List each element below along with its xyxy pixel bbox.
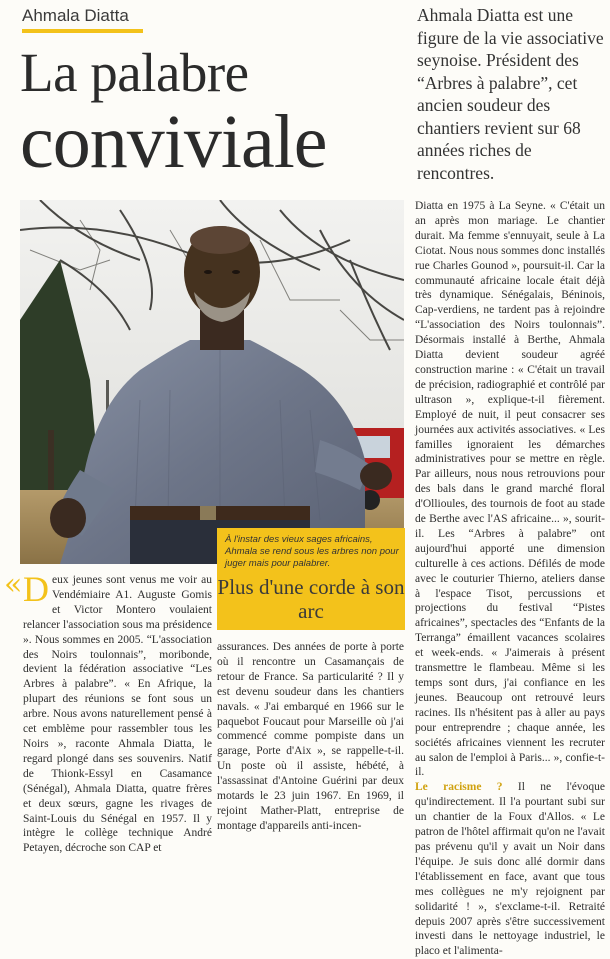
article-kicker: Ahmala Diatta <box>22 6 129 25</box>
drop-cap: D <box>23 569 49 609</box>
racisme-lead-in: Le racisme ? <box>415 781 503 794</box>
column-3-paragraph-2-text: Il ne l'évoque qu'indirectement. Il l'a pourtant subi sur un chantier de la Foux d'Allos. « Le patron de l'hôtel affirmait qu'on ne l'avait pas prévenu qu'il y avait un Noir dans l'équipe. Je suis donc allé dormir dans l'établissement en face, avant que tous mes collègues ne m'y rejoignent par solidarité ! », s'exclame-t-il. Retraité depuis 2007 après s'être successivement investi dans le nettoyage industriel, le placo et l'alimenta- <box>415 781 605 958</box>
portrait-photo <box>20 200 404 564</box>
column-1-text: eux jeunes sont venus me voir au Vendémiaire A1. Auguste Gomis et Victor Montero voulaient relancer l'association sous ma présidence ». Nous sommes en 2005. “L'association des Noirs toulonnais”, moribonde, devient la fédération associative “Les Arbres à palabre”. « En Afrique, la plupart des réunions se font sous un arbre. Nous avons naturellement pensé à cet emblème pour rassembler tous les Noirs », raconte Ahmala Diatta, le regard plongé dans ses souvenirs. Natif de Thionk-Essyl en Casamance (Sénégal), Ahmala Diatta, quatre frères et deux sœurs, gagne les rivages de Saint-Louis du Sénégal en 1957. Il y intègre le collège technique André Petayen, décroche son CAP et <box>23 574 212 855</box>
photo-caption-box <box>217 528 405 630</box>
portrait-photo-illustration <box>20 200 404 564</box>
article-column-2 <box>217 640 404 834</box>
article-column-1 <box>23 569 212 856</box>
article-column-3 <box>415 199 605 959</box>
column-3-paragraph-2 <box>415 780 605 959</box>
intro-paragraph <box>417 4 607 184</box>
opening-quote-mark: « <box>4 567 23 602</box>
kicker-underline <box>22 29 143 33</box>
column-1-paragraph <box>23 569 212 856</box>
column-2-text: assurances. Des années de porte à porte où il rencontre un Casamançais de retour de France. Sa particularité ? Il y est devenu soudeur dans les chantiers navals. « J'ai embarqué en 1966 sur le paquebot Foucaut pour Marseille où j'ai commencé comme pompiste dans un garage, Porte d'Aix », se rappelle-t-il. Un poste où il assiste, hébété, à l'assassinat d'Antoine Guérini par deux motards le 23 juin 1967. En 1969, il rejoint Mather-Platt, entreprise de montage d'appareils anti-incen- <box>217 641 404 832</box>
photo-caption: À l'instar des vieux sages africains, Ahmala se rend sous les arbres non pour juger mais pour palabrer. <box>225 534 399 569</box>
headline-line-1: La palabre <box>20 42 249 103</box>
section-subheading: Plus d'une corde à son arc <box>217 575 405 623</box>
intro-text: Ahmala Diatta est une figure de la vie associative seynoise. Président des “Arbres à palabre”, cet ancien soudeur des chantiers revient sur 68 années riches de rencontres. <box>417 5 604 183</box>
column-3-paragraph-1: Diatta en 1975 à La Seyne. « C'était un an après mon mariage. Le chantier durait. Ma femme s'ennuyait, seule à La Ciotat. Nous nous sommes donc installés rue Charles Gounod », poursuit-il. Car la communauté africaine locale était déjà très dynamique. Sénégalais, Béninois, Cap-verdiens, ne tardent pas à rejoindre “L'association des Noirs toulonnais”. Désormais installé à Berthe, Ahmala Diatta devient soudeur agréé construction marine : « C'était un travail de précision, radiographié et contrôlé par ultrason », explique-t-il fièrement. Employé de nuit, il peut consacrer ses journées aux activités associatives. « Les familles ignoraient les démarches administratives pour se mettre en règle. Par ailleurs, nous nous retrouvions pour des bals dans le grand marché floral d'Ollioules, des tournois de foot au stade de Berthe avec l'AS africaine... », sourit-il. Les “Arbres à palabre” ont aujourd'hui apporté une dimension culturelle à ces actions. Défilés de mode avec le couturier Thierno, ateliers danse à l'espace Tisot, percussions et projections du festival “Pistes africaines”, spectacles des “Enfants de la Terranga” émaillent vacances scolaires et week-ends. « J'aimerais à présent transmettre le flambeau. Même si les temps sont durs, j'ai confiance en les jeunes. Beaucoup ont retrouvé leurs racines. Ils n'hésitent pas à aller au pays pour entreprendre ; chaque année, les sociétés africaines viennent les recruter au salon de l'emploi à Paris... », confie-t-il. <box>415 200 605 779</box>
headline-line-2: conviviale <box>20 100 327 184</box>
